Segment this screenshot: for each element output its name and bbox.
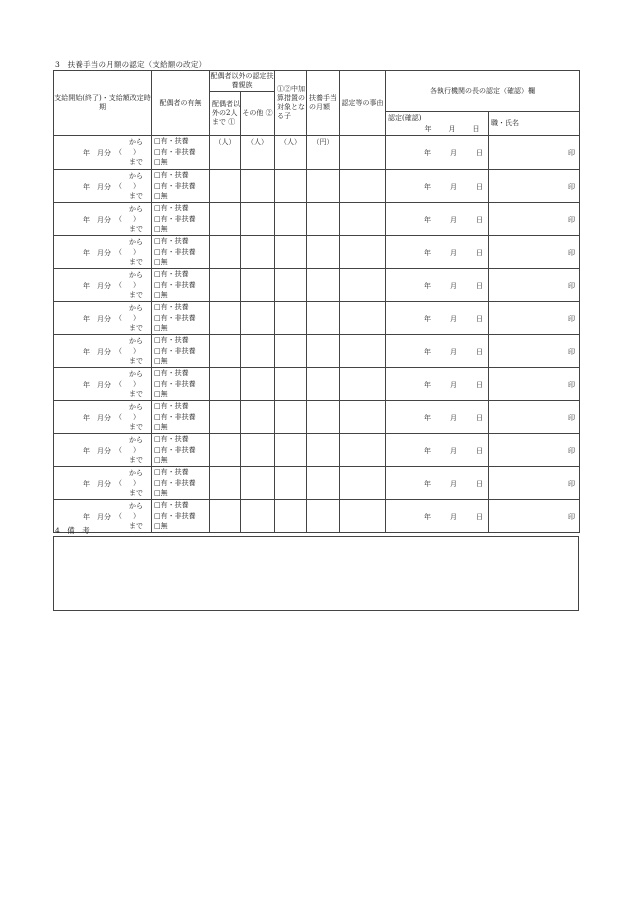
period-cell[interactable] <box>54 368 152 401</box>
family-other-cell[interactable] <box>241 500 275 533</box>
month-label: 月 <box>450 480 457 488</box>
spouse-options-cell <box>152 203 210 236</box>
unit-person: （人） <box>247 138 268 146</box>
spouse-option-none[interactable]: □無 <box>154 158 168 166</box>
child-cell[interactable] <box>275 170 307 203</box>
table-row <box>54 368 580 401</box>
bracket-label: （ ） <box>115 479 142 487</box>
child-cell[interactable] <box>275 467 307 500</box>
family-two-cell[interactable] <box>210 434 241 467</box>
seal-label: 印 <box>568 216 575 224</box>
year-month-label: 年 月分 <box>83 282 111 290</box>
day-label: 日 <box>476 480 483 488</box>
day-label: 日 <box>476 315 483 323</box>
month-label: 月 <box>450 249 457 257</box>
bracket-label: （ ） <box>115 413 142 421</box>
seal-label: 印 <box>568 249 575 257</box>
bracket-label: （ ） <box>115 248 142 256</box>
family-two-cell[interactable] <box>210 236 241 269</box>
from-label: から <box>129 502 143 510</box>
year-label: 年 <box>424 513 431 521</box>
approval-date-cell[interactable] <box>386 302 489 335</box>
day-label: 日 <box>476 414 483 422</box>
approval-name-cell[interactable] <box>489 203 580 236</box>
spouse-option-none[interactable]: □無 <box>154 192 168 200</box>
month-label: 月 <box>448 124 456 133</box>
table-row <box>54 203 580 236</box>
spouse-option-none[interactable]: □無 <box>154 225 168 233</box>
child-cell[interactable] <box>275 368 307 401</box>
seal-label: 印 <box>568 513 575 521</box>
bracket-label: （ ） <box>115 215 142 223</box>
approval-name-cell[interactable] <box>489 236 580 269</box>
from-label: から <box>129 403 143 411</box>
period-cell[interactable] <box>54 170 152 203</box>
spouse-option-dependent[interactable]: □有・扶養 <box>154 501 189 509</box>
from-label: から <box>129 436 143 444</box>
family-two-cell[interactable] <box>210 302 241 335</box>
spouse-option-dependent[interactable]: □有・扶養 <box>154 336 189 344</box>
year-label: 年 <box>424 315 431 323</box>
month-label: 月 <box>450 513 457 521</box>
day-label: 日 <box>476 249 483 257</box>
family-two-cell[interactable] <box>210 500 241 533</box>
day-label: 日 <box>476 149 483 157</box>
month-label: 月 <box>450 414 457 422</box>
until-label: まで <box>129 291 143 299</box>
day-label: 日 <box>472 124 480 133</box>
spouse-option-nondependent[interactable]: □有・非扶養 <box>154 346 196 355</box>
from-label: から <box>129 205 143 213</box>
year-label: 年 <box>424 249 431 257</box>
spouse-option-nondependent[interactable]: □有・非扶養 <box>154 313 196 322</box>
period-cell[interactable] <box>54 401 152 434</box>
spouse-option-none[interactable]: □無 <box>154 324 168 332</box>
reason-header: 認定等の事由 <box>340 71 386 136</box>
approval-name-cell[interactable] <box>489 434 580 467</box>
spouse-option-nondependent[interactable]: □有・非扶養 <box>154 147 196 156</box>
reason-cell[interactable] <box>340 203 386 236</box>
monthly-amount-cell[interactable] <box>307 500 340 533</box>
seal-label: 印 <box>568 183 575 191</box>
bracket-label: （ ） <box>115 182 142 190</box>
period-header: 支給開始(終了)・支給額改定時期 <box>54 71 152 136</box>
spouse-option-nondependent[interactable]: □有・非扶養 <box>154 478 196 487</box>
year-month-label: 年 月分 <box>83 315 111 323</box>
spouse-option-nondependent[interactable]: □有・非扶養 <box>154 181 196 190</box>
monthly-amount-header: 扶養手当の月額 <box>307 71 340 136</box>
bracket-label: （ ） <box>115 347 142 355</box>
section4-title: 4 備 考 <box>55 526 90 535</box>
spouse-option-none[interactable]: □無 <box>154 456 168 464</box>
monthly-amount-cell[interactable] <box>307 368 340 401</box>
spouse-option-none[interactable]: □無 <box>154 390 168 398</box>
year-month-label: 年 月分 <box>83 513 111 521</box>
spouse-options-cell <box>152 368 210 401</box>
period-cell[interactable] <box>54 335 152 368</box>
approval-name-cell[interactable] <box>489 136 580 170</box>
from-label: から <box>129 238 143 246</box>
period-cell[interactable] <box>54 269 152 302</box>
table-row <box>54 500 580 533</box>
until-label: まで <box>129 390 143 398</box>
year-label: 年 <box>424 282 431 290</box>
family-two-cell[interactable] <box>210 401 241 434</box>
table-row <box>54 236 580 269</box>
month-label: 月 <box>450 447 457 455</box>
family-other-cell[interactable] <box>241 170 275 203</box>
monthly-amount-cell[interactable] <box>307 269 340 302</box>
until-label: まで <box>129 258 143 266</box>
spouse-option-nondependent[interactable]: □有・非扶養 <box>154 445 196 454</box>
monthly-amount-cell[interactable] <box>307 401 340 434</box>
spouse-option-dependent[interactable]: □有・扶養 <box>154 402 189 410</box>
day-label: 日 <box>476 183 483 191</box>
family-other-cell[interactable] <box>241 467 275 500</box>
family-two-cell[interactable] <box>210 335 241 368</box>
spouse-option-dependent[interactable]: □有・扶養 <box>154 369 189 377</box>
approval-name-cell[interactable] <box>489 170 580 203</box>
approval-date-cell[interactable] <box>386 236 489 269</box>
approval-name-cell[interactable] <box>489 467 580 500</box>
approval-date-header <box>386 112 489 136</box>
day-label: 日 <box>476 216 483 224</box>
spouse-options-cell <box>152 467 210 500</box>
approval-name-cell[interactable] <box>489 335 580 368</box>
table-row <box>54 136 580 170</box>
seal-label: 印 <box>568 282 575 290</box>
year-month-label: 年 月分 <box>83 348 111 356</box>
year-label: 年 <box>424 124 432 133</box>
until-label: まで <box>129 522 143 530</box>
monthly-amount-cell[interactable] <box>307 467 340 500</box>
period-cell[interactable] <box>54 203 152 236</box>
year-label: 年 <box>424 183 431 191</box>
reason-cell[interactable] <box>340 269 386 302</box>
family-other-cell[interactable] <box>241 302 275 335</box>
spouse-options-cell <box>152 302 210 335</box>
from-label: から <box>129 469 143 477</box>
approval-date-cell[interactable] <box>386 335 489 368</box>
spouse-option-none[interactable]: □無 <box>154 489 168 497</box>
from-label: から <box>129 172 143 180</box>
year-label: 年 <box>424 447 431 455</box>
reason-cell[interactable] <box>340 136 386 170</box>
approval-date-cell[interactable] <box>386 500 489 533</box>
bracket-label: （ ） <box>115 446 142 454</box>
year-label: 年 <box>424 348 431 356</box>
family-two-header: 配偶者以外の2人まで ① <box>210 92 241 136</box>
seal-label: 印 <box>568 149 575 157</box>
month-label: 月 <box>450 315 457 323</box>
reason-cell[interactable] <box>340 434 386 467</box>
section3-title: 3 扶養手当の月額の認定（支給額の改定） <box>55 60 207 69</box>
until-label: まで <box>129 225 143 233</box>
family-other-cell[interactable] <box>241 203 275 236</box>
child-cell[interactable] <box>275 500 307 533</box>
allowance-table <box>53 70 580 533</box>
spouse-options-cell <box>152 401 210 434</box>
from-label: から <box>129 337 143 345</box>
spouse-option-dependent[interactable]: □有・扶養 <box>154 237 189 245</box>
family-other-header: その他 ② <box>241 92 275 136</box>
family-two-cell[interactable] <box>210 368 241 401</box>
year-month-label: 年 月分 <box>83 447 111 455</box>
spouse-options-cell <box>152 434 210 467</box>
approval-date-cell[interactable] <box>386 467 489 500</box>
family-two-cell[interactable] <box>210 467 241 500</box>
seal-label: 印 <box>568 348 575 356</box>
until-label: まで <box>129 423 143 431</box>
spouse-option-none[interactable]: □無 <box>154 258 168 266</box>
spouse-option-nondependent[interactable]: □有・非扶養 <box>154 280 196 289</box>
family-other-cell[interactable] <box>241 368 275 401</box>
day-label: 日 <box>476 513 483 521</box>
unit-yen: （円） <box>312 138 334 146</box>
spouse-header: 配偶者の有無 <box>152 71 210 136</box>
table-row <box>54 269 580 302</box>
reason-cell[interactable] <box>340 302 386 335</box>
monthly-amount-cell[interactable] <box>307 434 340 467</box>
period-cell[interactable] <box>54 136 152 170</box>
seal-label: 印 <box>568 381 575 389</box>
until-label: まで <box>129 192 143 200</box>
year-month-label: 年 月分 <box>83 249 111 257</box>
year-month-label: 年 月分 <box>83 480 111 488</box>
spouse-option-nondependent[interactable]: □有・非扶養 <box>154 379 196 388</box>
until-label: まで <box>129 357 143 365</box>
family-other-cell[interactable] <box>241 434 275 467</box>
reason-cell[interactable] <box>340 236 386 269</box>
family-other-cell[interactable] <box>241 269 275 302</box>
family-two-cell[interactable] <box>210 136 241 170</box>
spouse-options-cell <box>152 236 210 269</box>
bracket-label: （ ） <box>115 512 142 520</box>
family-other-cell[interactable] <box>241 136 275 170</box>
spouse-option-dependent[interactable]: □有・扶養 <box>154 204 189 212</box>
spouse-option-nondependent[interactable]: □有・非扶養 <box>154 412 196 421</box>
year-month-label: 年 月分 <box>83 381 111 389</box>
table-row <box>54 302 580 335</box>
bracket-label: （ ） <box>115 148 142 156</box>
family-two-cell[interactable] <box>210 269 241 302</box>
monthly-amount-cell[interactable] <box>307 236 340 269</box>
spouse-option-none[interactable]: □無 <box>154 522 168 530</box>
table-row <box>54 434 580 467</box>
table-row <box>54 170 580 203</box>
child-header: ①②中加算措置の対象となる子 <box>275 71 307 136</box>
approval-name-cell[interactable] <box>489 401 580 434</box>
year-label: 年 <box>424 381 431 389</box>
table-row <box>54 335 580 368</box>
approval-name-cell[interactable] <box>489 500 580 533</box>
spouse-option-none[interactable]: □無 <box>154 291 168 299</box>
month-label: 月 <box>450 348 457 356</box>
monthly-amount-cell[interactable] <box>307 136 340 170</box>
approval-name-header: 職・氏名 <box>489 112 580 136</box>
spouse-option-dependent[interactable]: □有・扶養 <box>154 468 189 476</box>
approval-name-cell[interactable] <box>489 269 580 302</box>
bracket-label: （ ） <box>115 314 142 322</box>
year-label: 年 <box>424 149 431 157</box>
table-row <box>54 467 580 500</box>
month-label: 月 <box>450 381 457 389</box>
spouse-option-none[interactable]: □無 <box>154 357 168 365</box>
seal-label: 印 <box>568 414 575 422</box>
year-label: 年 <box>424 414 431 422</box>
from-label: から <box>129 138 143 146</box>
period-cell[interactable] <box>54 302 152 335</box>
spouse-options-cell <box>152 170 210 203</box>
approval-name-cell[interactable] <box>489 302 580 335</box>
reason-cell[interactable] <box>340 170 386 203</box>
bracket-label: （ ） <box>115 380 142 388</box>
until-label: まで <box>129 158 143 166</box>
approval-date-label: 認定(確認) <box>388 113 422 122</box>
day-label: 日 <box>476 348 483 356</box>
approval-date-cell[interactable] <box>386 401 489 434</box>
spouse-option-none[interactable]: □無 <box>154 423 168 431</box>
from-label: から <box>129 304 143 312</box>
spouse-option-dependent[interactable]: □有・扶養 <box>154 137 189 145</box>
spouse-option-dependent[interactable]: □有・扶養 <box>154 435 189 443</box>
reason-cell[interactable] <box>340 335 386 368</box>
remarks-box[interactable] <box>53 536 579 611</box>
from-label: から <box>129 370 143 378</box>
child-cell[interactable] <box>275 401 307 434</box>
year-month-label: 年 月分 <box>83 183 111 191</box>
spouse-options-cell <box>152 269 210 302</box>
approval-date-cell[interactable] <box>386 136 489 170</box>
day-label: 日 <box>476 447 483 455</box>
spouse-options-cell <box>152 500 210 533</box>
year-label: 年 <box>424 216 431 224</box>
approval-name-cell[interactable] <box>489 368 580 401</box>
year-month-label: 年 月分 <box>83 414 111 422</box>
table-row <box>54 401 580 434</box>
day-label: 日 <box>476 381 483 389</box>
year-month-label: 年 月分 <box>83 216 111 224</box>
child-cell[interactable] <box>275 269 307 302</box>
family-two-cell[interactable] <box>210 170 241 203</box>
approval-date-cell[interactable] <box>386 203 489 236</box>
spouse-option-dependent[interactable]: □有・扶養 <box>154 171 189 179</box>
seal-label: 印 <box>568 447 575 455</box>
family-other-cell[interactable] <box>241 236 275 269</box>
approval-date-cell[interactable] <box>386 434 489 467</box>
spouse-option-dependent[interactable]: □有・扶養 <box>154 303 189 311</box>
child-cell[interactable] <box>275 136 307 170</box>
period-cell[interactable] <box>54 434 152 467</box>
monthly-amount-cell[interactable] <box>307 335 340 368</box>
month-label: 月 <box>450 282 457 290</box>
period-cell[interactable] <box>54 467 152 500</box>
family-two-cell[interactable] <box>210 203 241 236</box>
spouse-options-cell <box>152 136 210 170</box>
reason-cell[interactable] <box>340 467 386 500</box>
family-other-cell[interactable] <box>241 335 275 368</box>
year-month-label: 年 月分 <box>83 149 111 157</box>
monthly-amount-cell[interactable] <box>307 203 340 236</box>
until-label: まで <box>129 324 143 332</box>
month-label: 月 <box>450 216 457 224</box>
spouse-options-cell <box>152 335 210 368</box>
child-cell[interactable] <box>275 236 307 269</box>
child-cell[interactable] <box>275 434 307 467</box>
approval-group-header: 各執行機関の長の認定（確認）欄 <box>386 71 580 112</box>
period-cell[interactable] <box>54 236 152 269</box>
monthly-amount-cell[interactable] <box>307 302 340 335</box>
bracket-label: （ ） <box>115 281 142 289</box>
reason-cell[interactable] <box>340 500 386 533</box>
unit-person: （人） <box>214 138 236 146</box>
approval-date-cell[interactable] <box>386 368 489 401</box>
day-label: 日 <box>476 282 483 290</box>
child-cell[interactable] <box>275 302 307 335</box>
spouse-option-nondependent[interactable]: □有・非扶養 <box>154 511 196 520</box>
approval-date-cell[interactable] <box>386 269 489 302</box>
family-other-cell[interactable] <box>241 401 275 434</box>
until-label: まで <box>129 489 143 497</box>
spouse-option-dependent[interactable]: □有・扶養 <box>154 270 189 278</box>
seal-label: 印 <box>568 480 575 488</box>
month-label: 月 <box>450 149 457 157</box>
child-cell[interactable] <box>275 203 307 236</box>
seal-label: 印 <box>568 315 575 323</box>
until-label: まで <box>129 456 143 464</box>
year-label: 年 <box>424 480 431 488</box>
child-cell[interactable] <box>275 335 307 368</box>
spouse-option-nondependent[interactable]: □有・非扶養 <box>154 214 196 223</box>
spouse-option-nondependent[interactable]: □有・非扶養 <box>154 247 196 256</box>
reason-cell[interactable] <box>340 401 386 434</box>
from-label: から <box>129 271 143 279</box>
unit-person: （人） <box>280 138 301 146</box>
reason-cell[interactable] <box>340 368 386 401</box>
month-label: 月 <box>450 183 457 191</box>
family-group-header: 配偶者以外の認定扶養親族 <box>210 71 275 92</box>
monthly-amount-cell[interactable] <box>307 170 340 203</box>
approval-date-cell[interactable] <box>386 170 489 203</box>
